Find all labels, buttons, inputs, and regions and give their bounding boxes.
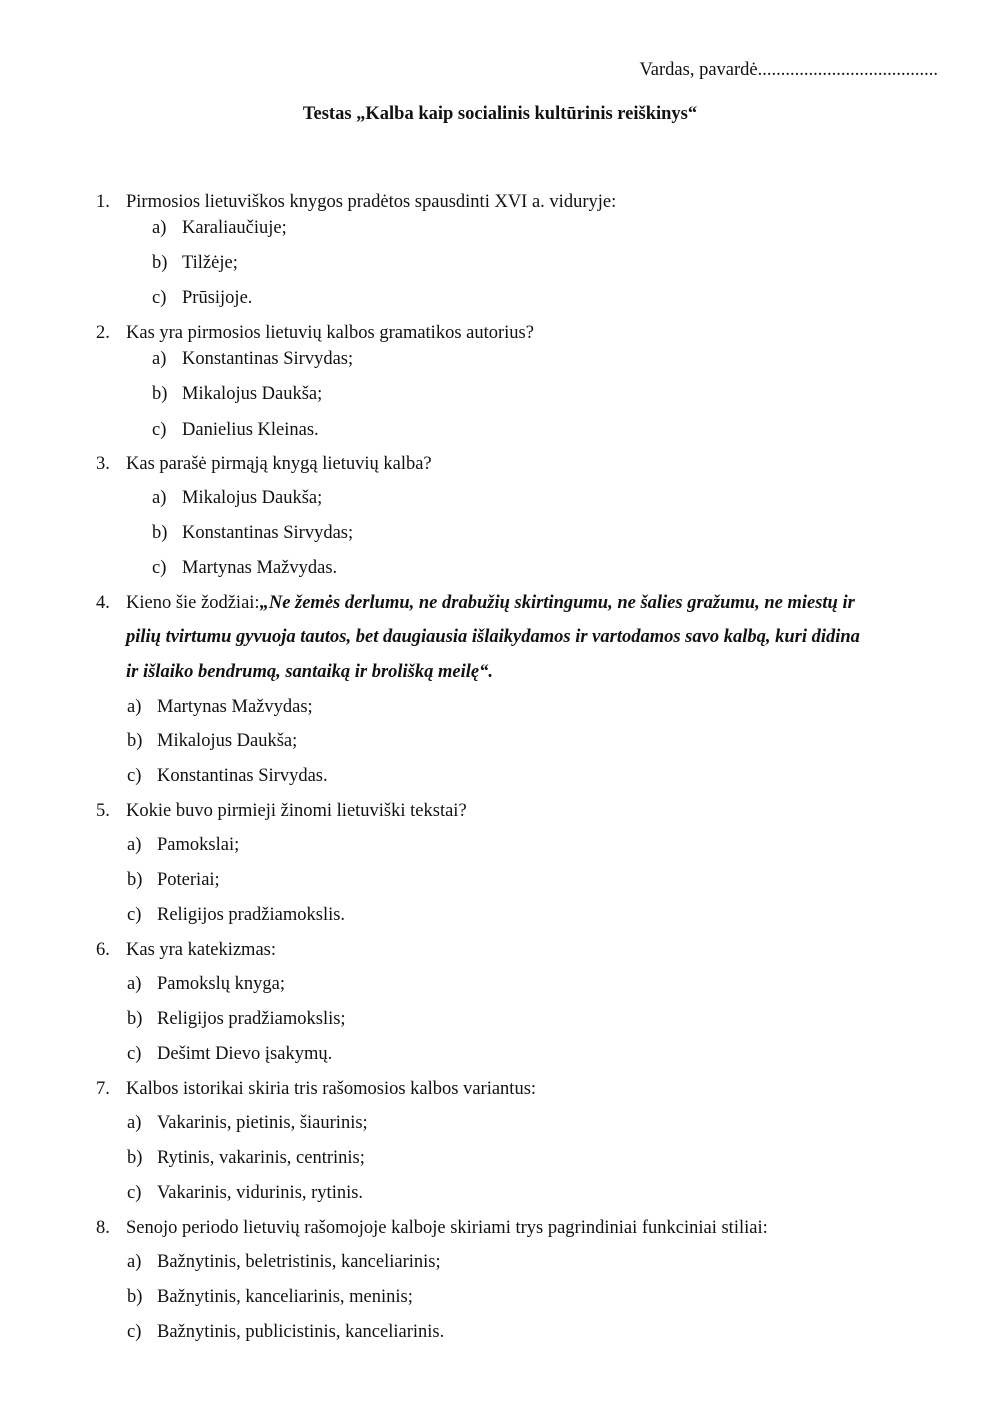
question-number: 1. (96, 192, 110, 212)
quote-line-3: ir išlaiko bendrumą, santaiką ir brolišką meilę“. (126, 662, 493, 682)
option-text: Martynas Mažvydas. (182, 558, 338, 578)
option-text: Mikalojus Daukša; (182, 384, 323, 404)
question-number: 5. (96, 801, 110, 821)
answer-option-5a[interactable] (127, 835, 239, 856)
option-text: Konstantinas Sirvydas; (182, 349, 354, 369)
option-text: Bažnytinis, beletristinis, kanceliarinis; (157, 1252, 441, 1272)
option-letter: b) (127, 1009, 143, 1029)
answer-option-7c[interactable] (127, 1183, 363, 1204)
answer-option-4b[interactable] (127, 731, 297, 752)
option-letter: b) (127, 1287, 143, 1307)
question-text: Kas yra pirmosios lietuvių kalbos gramatikos autorius? (126, 323, 534, 343)
option-text: Poteriai; (157, 870, 220, 890)
question-4 (96, 593, 855, 614)
answer-option-8a[interactable] (127, 1252, 441, 1273)
option-letter: c) (127, 905, 142, 925)
option-letter: a) (152, 349, 167, 369)
option-text: Religijos pradžiamokslis; (157, 1009, 346, 1029)
question-number: 4. (96, 593, 110, 613)
option-letter: a) (127, 697, 142, 717)
name-surname-field[interactable]: Vardas, pavardė....................................... (639, 60, 938, 80)
answer-option-8c[interactable] (127, 1322, 444, 1343)
answer-option-2c[interactable] (152, 420, 319, 441)
question-number: 2. (96, 323, 110, 343)
option-text: Danielius Kleinas. (182, 420, 319, 440)
option-letter: b) (127, 731, 143, 751)
answer-option-2a[interactable] (152, 349, 353, 370)
option-letter: b) (127, 1148, 143, 1168)
option-letter: b) (127, 870, 143, 890)
question-number: 7. (96, 1079, 110, 1099)
quote-line-1: „Ne žemės derlumu, ne drabužių skirtingumu, ne šalies gražumu, ne miestų ir (259, 593, 855, 613)
answer-option-1c[interactable] (152, 288, 252, 309)
option-text: Bažnytinis, kanceliarinis, meninis; (157, 1287, 413, 1307)
quote-line-2: pilių tvirtumu gyvuoja tautos, bet daugiausia išlaikydamos ir vartodamos savo kalbą, kuri didina (126, 627, 860, 647)
answer-option-3a[interactable] (152, 488, 322, 509)
question-text: Senojo periodo lietuvių rašomojoje kalboje skiriami trys pagrindiniai funkciniai stiliai: (126, 1218, 768, 1238)
answer-option-3c[interactable] (152, 558, 337, 579)
question-text: Kas yra katekizmas: (126, 940, 276, 960)
option-text: Mikalojus Daukša; (157, 731, 298, 751)
option-text: Rytinis, vakarinis, centrinis; (157, 1148, 365, 1168)
option-text: Konstantinas Sirvydas. (157, 766, 328, 786)
answer-option-2b[interactable] (152, 384, 322, 405)
option-letter: c) (127, 1322, 142, 1342)
option-text: Bažnytinis, publicistinis, kanceliarinis. (157, 1322, 445, 1342)
question-8 (96, 1218, 768, 1239)
option-text: Karaliaučiuje; (182, 218, 287, 238)
option-text: Pamokslų knyga; (157, 974, 285, 994)
answer-option-5c[interactable] (127, 905, 345, 926)
question-1 (96, 192, 616, 213)
question-6 (96, 940, 276, 961)
answer-option-8b[interactable] (127, 1287, 413, 1308)
answer-option-6c[interactable] (127, 1044, 332, 1065)
option-text: Religijos pradžiamokslis. (157, 905, 346, 925)
option-letter: a) (127, 974, 142, 994)
question-text: Kas parašė pirmąją knygą lietuvių kalba? (126, 454, 432, 474)
option-text: Vakarinis, vidurinis, rytinis. (157, 1183, 364, 1203)
page-title: Testas „Kalba kaip socialinis kultūrinis reiškinys“ (302, 104, 698, 124)
question-number: 3. (96, 454, 110, 474)
option-letter: c) (152, 288, 167, 308)
question-text: Kieno šie žodžiai: (126, 593, 260, 613)
option-text: Tilžėje; (182, 253, 238, 273)
option-letter: a) (152, 218, 167, 238)
option-letter: b) (152, 523, 168, 543)
question-text: Kokie buvo pirmieji žinomi lietuviški tekstai? (126, 801, 467, 821)
question-number: 6. (96, 940, 110, 960)
option-letter: a) (127, 1113, 142, 1133)
answer-option-5b[interactable] (127, 870, 220, 891)
question-text: Pirmosios lietuviškos knygos pradėtos spausdinti XVI a. viduryje: (126, 192, 617, 212)
option-text: Dešimt Dievo įsakymų. (157, 1044, 333, 1064)
question-3 (96, 454, 432, 475)
answer-option-6b[interactable] (127, 1009, 346, 1030)
question-number: 8. (96, 1218, 110, 1238)
answer-option-4a[interactable] (127, 697, 313, 718)
option-letter: c) (127, 766, 142, 786)
option-text: Mikalojus Daukša; (182, 488, 323, 508)
option-letter: a) (127, 1252, 142, 1272)
option-text: Konstantinas Sirvydas; (182, 523, 354, 543)
option-letter: c) (127, 1044, 142, 1064)
answer-option-7a[interactable] (127, 1113, 368, 1134)
question-5 (96, 801, 467, 822)
answer-option-3b[interactable] (152, 523, 353, 544)
answer-option-4c[interactable] (127, 766, 328, 787)
option-text: Vakarinis, pietinis, šiaurinis; (157, 1113, 368, 1133)
question-2 (96, 323, 534, 344)
option-text: Prūsijoje. (182, 288, 253, 308)
answer-option-1a[interactable] (152, 218, 287, 239)
question-text: Kalbos istorikai skiria tris rašomosios kalbos variantus: (126, 1079, 537, 1099)
option-letter: a) (152, 488, 167, 508)
answer-option-1b[interactable] (152, 253, 238, 274)
option-letter: c) (152, 558, 167, 578)
option-text: Pamokslai; (157, 835, 240, 855)
question-7 (96, 1079, 536, 1100)
option-letter: a) (127, 835, 142, 855)
option-letter: c) (152, 420, 167, 440)
option-letter: c) (127, 1183, 142, 1203)
answer-option-7b[interactable] (127, 1148, 365, 1169)
option-letter: b) (152, 384, 168, 404)
answer-option-6a[interactable] (127, 974, 285, 995)
option-text: Martynas Mažvydas; (157, 697, 313, 717)
option-letter: b) (152, 253, 168, 273)
